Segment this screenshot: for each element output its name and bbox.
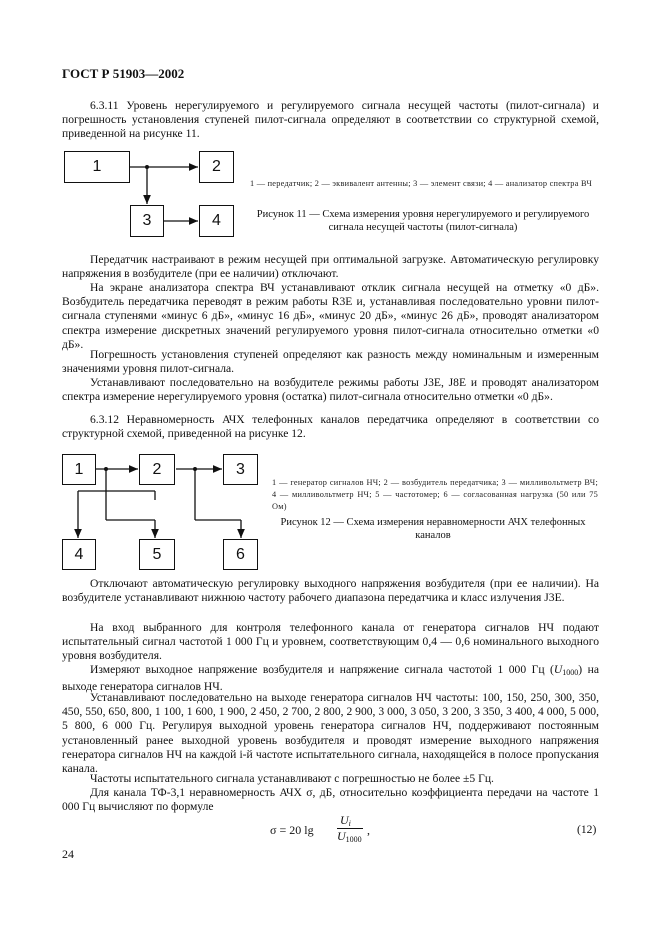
fig12-block-6: 6 [223,539,258,570]
figure-12-legend: 1 — генератор сигналов НЧ; 2 — возбудитель передатчика; 3 — милливольтметр ВЧ; 4 — милливольтметр НЧ; 5 — частотомер; 6 — согласованная нагрузка (50 или 75 Ом) [272,478,598,511]
paragraph-6-3-12: 6.3.12 Неравномерность АЧХ телефонных каналов передатчика определяют в соответствии со структурной схемой, приведенной на рисунке 12. [62,413,599,441]
formula-numerator: $U_i$ [340,813,351,828]
fig11-block-4: 4 [199,205,234,237]
paragraph-step-error: Погрешность установления ступеней определяют как разность между номинальным и измеренным значениями уровня пилот-сигнала. [62,348,599,376]
figure-12-caption: Рисунок 12 — Схема измерения неравномерности АЧХ телефонных каналов [280,517,586,541]
figure-11-legend: 1 — передатчик; 2 — эквивалент антенны; 3 — элемент связи; 4 — анализатор спектра ВЧ [250,179,592,188]
paragraph-transmitter-setup: Передатчик настраивают в режим несущей при оптимальной загрузке. Автоматическую регулировку напряжения в возбудителе (при ее наличии) отключают. [62,253,599,281]
fig11-block-1: 1 [64,151,130,183]
paragraph-6-3-11: 6.3.11 Уровень нерегулируемого и регулируемого сигнала несущей частоты (пилот-сигнала) и погрешность установления ступеней пилот-сигнала определяют в соответствии со структурной схемой, приведенной на рисунке 11. [62,99,599,141]
paragraph-uniformity-formula-intro: Для канала ТФ-3,1 неравномерность АЧХ σ, дБ, относительно коэффициента передачи на частоте 1 000 Гц вычисляют по формуле [62,786,599,814]
page-number: 24 [62,847,74,861]
figure-11-caption: Рисунок 11 — Схема измерения уровня нерегулируемого и регулируемого сигнала несущей частоты (пилот-сигнала) [256,209,590,233]
paragraph-measure-voltage: Измеряют выходное напряжение возбудителя и напряжение сигнала частотой 1 000 Гц $(U_{1000})$ на выходе генератора сигналов НЧ. [62,663,599,694]
paragraph-j3e-modes: Устанавливают последовательно на возбудителе режимы работы J3E, J8E и проводят анализатором спектра измерение нерегулируемого уровня (остатка) пилот-сигнала относительно отметки «0 дБ». [62,376,599,404]
equation-number: (12) [577,823,597,836]
paragraph-spectrum-analyzer: На экране анализатора спектра ВЧ устанавливают отклик сигнала несущей на отметку «0 дБ». Возбудитель передатчика переводят в режим работы R3E и, устанавливая последовательно уровни пилот-сигнала ступенями «минус 6 дБ», «минус 16 дБ», «минус 20 дБ», «минус 26 дБ», проводят анализатором спектра измерение дискретных значений регулируемого уровня пилот-сигнала относительно отметки «0 дБ». [62,281,599,351]
formula-lhs: σ = 20 lg [270,823,314,837]
fig12-block-2: 2 [139,454,175,485]
fig12-block-4: 4 [62,539,96,570]
fig12-block-5: 5 [139,539,175,570]
paragraph-frequencies: Устанавливают последовательно на выходе генератора сигналов НЧ частоты: 100, 150, 250, 300, 350, 450, 550, 650, 800, 1 100, 1 600, 1 900, 2 450, 2 700, 2 800, 2 900, 3 000, 3 050, 3 200, 3 350, 3 400, 4 000, 5 000, 5 800, 6 000 Гц. Регулируя выходной уровень генератора сигналов НЧ, поддерживают постоянным установленный ранее выходной уровень возбудителя и проводят измерение выходного напряжения генератора сигналов НЧ на каждой i-й частоте испытательного сигнала, находящейся в полосе пропускания канала. [62,691,599,776]
paragraph-frequency-error: Частоты испытательного сигнала устанавливают с погрешностью не более ±5 Гц. [90,772,494,785]
fig11-block-2: 2 [199,151,234,183]
paragraph-test-signal: На вход выбранного для контроля телефонного канала от генератора сигналов НЧ подают испытательный сигнал частотой 1 000 Гц и уровнем, соответствующим 0,4 — 0,6 номинального выходного уровня возбудителя. [62,621,599,663]
formula-denominator: $U_{1000}$ [337,829,362,844]
fig12-block-1: 1 [62,454,96,485]
formula-comma: , [367,823,370,837]
fig11-block-3: 3 [130,205,164,237]
fig12-block-3: 3 [223,454,258,485]
document-header: ГОСТ Р 51903—2002 [62,66,185,81]
paragraph-disable-agc: Отключают автоматическую регулировку выходного напряжения возбудителя (при ее наличии). На возбудителе устанавливают нижнюю частоту рабочего диапазона передатчика и класс излучения J3E. [62,577,599,605]
